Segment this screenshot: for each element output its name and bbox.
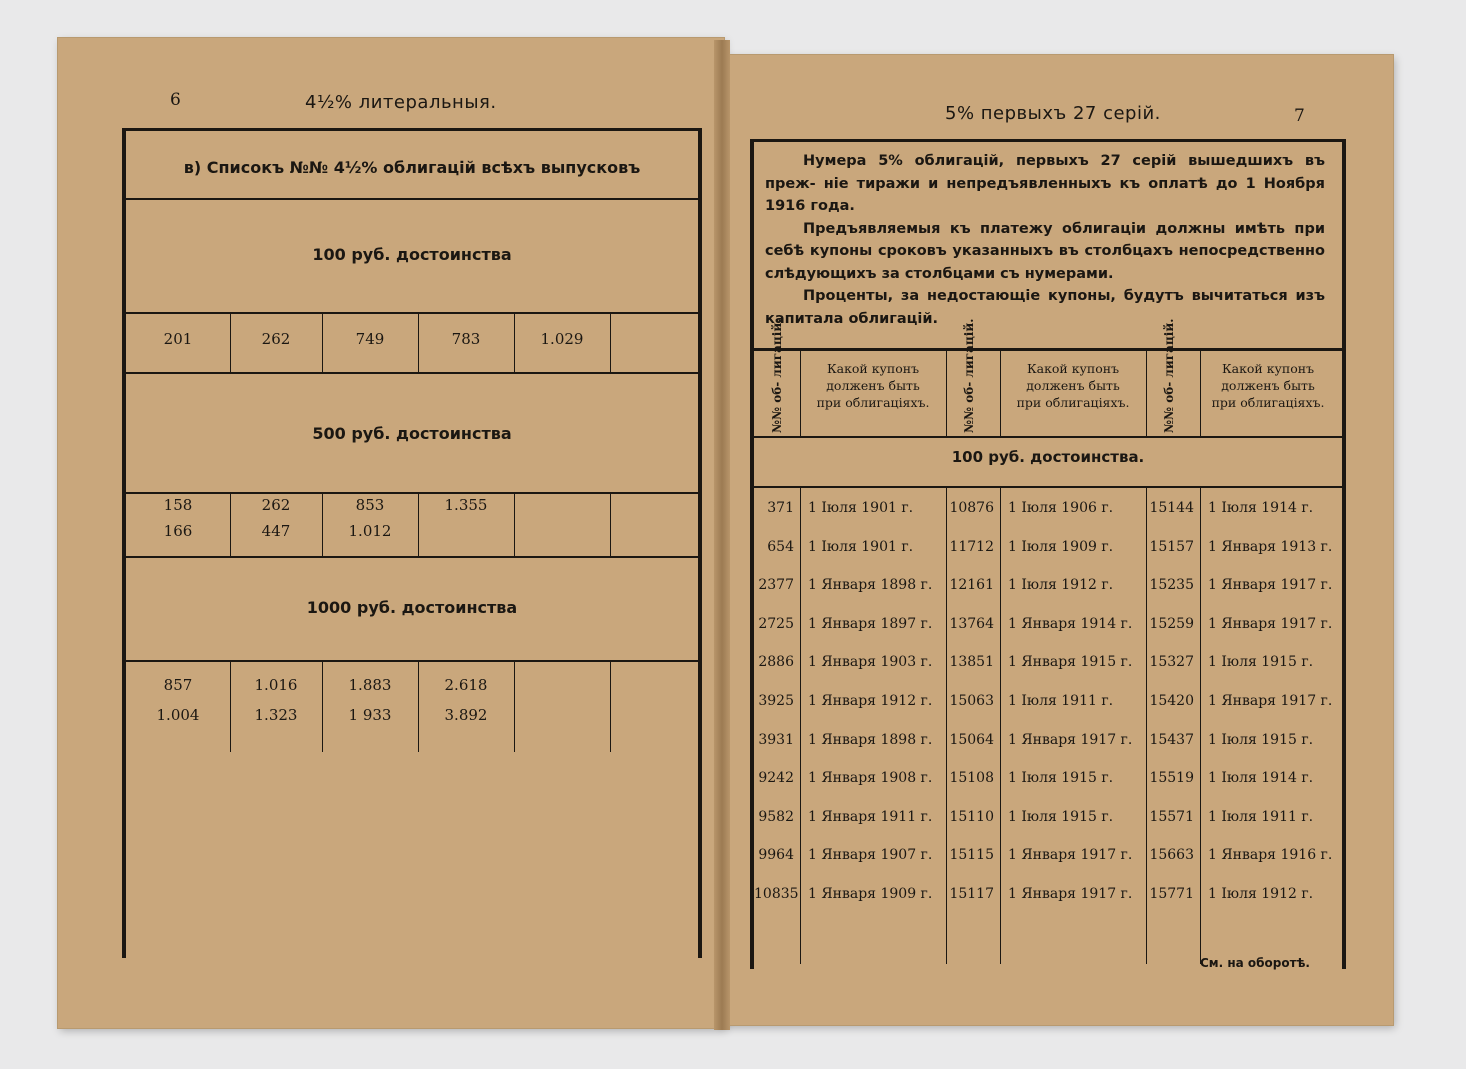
left-section-1000: 1000 руб. достоинства [306,598,518,617]
bond-number-cell: 15519 [1149,770,1194,787]
left-bond-number: 1.029 [540,330,584,348]
intro-paragraph: Нумера 5% облигацій, первыхъ 27 серій вышедшихъ въ преж- ніе тиражи и непредъявленныхъ къ оплатѣ до 1 Ноября 1916 года. [765,153,1325,214]
left-bond-number: 749 [355,330,385,348]
bond-number-cell: 15259 [1149,615,1194,632]
intro-paragraph: Проценты, за недостающіе купоны, будутъ вычитаться изъ капитала облигацій. [765,288,1325,327]
left-bond-number: 853 [355,496,385,514]
coupon-date-cell: 1 Января 1916 г. [1208,847,1333,864]
coupon-date-cell: 1 Іюля 1901 г. [808,538,914,555]
right-running-head: 5% первыхъ 27 серій. [945,103,1161,124]
left-running-head: 4½% литеральныя. [305,92,497,113]
bond-number-cell: 2886 [758,654,794,671]
column-head-line: долженъ быть [826,378,920,393]
intro-paragraph: Предъявляемыя къ платежу облигаціи должны имѣть при себѣ купоны сроковъ указанныхъ въ столбцахъ непосредственно слѣдующихъ за столбцами съ нумерами. [765,220,1325,282]
left-column-divider [610,494,611,556]
bond-number-cell: 12161 [949,577,994,594]
bond-number-cell: 15235 [1149,577,1194,594]
coupon-date-cell: 1 Іюля 1906 г. [1008,500,1114,516]
left-bond-number: 201 [163,330,193,348]
coupon-date-cell: 1 Января 1917 г. [1008,847,1133,864]
bond-number-cell: 15663 [1149,847,1194,864]
coupon-date-cell: 1 Января 1917 г. [1208,615,1333,632]
left-section-500: 500 руб. достоинства [312,424,512,443]
column-head-line: Какой купонъ [1026,361,1120,376]
bond-number-cell: 15771 [1149,886,1194,902]
bond-number-cell: 3931 [758,731,794,748]
left-bond-number: 447 [261,522,291,540]
bond-number-cell: 15420 [1149,693,1194,709]
left-bond-number: 262 [261,496,291,514]
bond-number-cell: 11712 [949,538,994,555]
bond-number-cell: 13851 [949,654,994,671]
column-head-line: Какой купонъ [826,361,920,376]
left-rule [126,556,698,558]
column-head-coupon [1200,360,1336,411]
column-head-line: при облигаціяхъ. [816,395,930,410]
coupon-date-cell: 1 Января 1903 г. [808,654,933,671]
coupon-date-cell: 1 Іюля 1911 г. [1008,693,1114,709]
column-head-number: №№ об- лигацій. [1162,318,1176,433]
bond-number-cell: 15063 [949,693,994,709]
left-rule [126,198,698,200]
coupon-date-cell: 1 Января 1917 г. [1208,577,1333,594]
coupon-date-cell: 1 Января 1917 г. [1208,693,1333,709]
coupon-date-cell: 1 Января 1917 г. [1008,731,1133,748]
coupon-date-cell: 1 Января 1915 г. [1008,654,1133,671]
left-page-number: 6 [170,90,181,110]
column-head-line: долженъ быть [1221,378,1315,393]
left-bond-number: 262 [261,330,291,348]
left-bond-number: 1 933 [348,706,392,724]
page-fold [714,40,730,1030]
right-column-divider [1000,351,1001,436]
column-head-line: Какой купонъ [1221,361,1315,376]
left-frame-right [698,128,702,958]
bond-number-cell: 15115 [949,847,994,864]
coupon-date-cell: 1 Января 1913 г. [1208,538,1333,555]
bond-number-cell: 9582 [758,808,794,825]
left-bond-number: 783 [451,330,481,348]
bond-number-cell: 10835 [754,886,799,902]
right-column-divider [946,351,947,436]
right-column-divider [1146,351,1147,436]
column-head-number: №№ об- лигацій. [962,318,976,433]
right-section-heading: 100 руб. достоинства. [951,448,1145,466]
right-frame-right [1342,139,1346,969]
bond-number-cell: 654 [767,538,794,555]
coupon-date-cell: 1 Января 1912 г. [808,693,933,709]
left-bond-number: 158 [163,496,193,514]
left-bond-number: 1.004 [156,706,200,724]
left-bond-number: 1.355 [444,496,488,514]
bond-number-cell: 2725 [758,615,794,632]
left-bond-number: 1.016 [254,676,298,694]
coupon-date-cell: 1 Іюля 1912 г. [1208,886,1314,902]
column-head-coupon [800,360,946,411]
bond-number-cell: 10876 [949,500,994,516]
coupon-date-cell: 1 Іюля 1914 г. [1208,770,1314,787]
left-bond-number: 857 [163,676,193,694]
coupon-date-cell: 1 Іюля 1912 г. [1008,577,1114,594]
coupon-date-cell: 1 Іюля 1901 г. [808,500,914,516]
bond-number-cell: 15144 [1149,500,1194,516]
bond-number-cell: 15117 [949,886,994,902]
right-rule [754,348,1342,351]
coupon-date-cell: 1 Іюля 1911 г. [1208,808,1314,825]
left-column-divider [514,494,515,556]
coupon-date-cell: 1 Января 1917 г. [1008,886,1133,902]
bond-number-cell: 15437 [1149,731,1194,748]
coupon-date-cell: 1 Іюля 1914 г. [1208,500,1314,516]
bond-number-cell: 371 [767,500,794,516]
coupon-date-cell: 1 Января 1908 г. [808,770,933,787]
right-column-divider [800,351,801,436]
right-frame-top [754,139,1346,142]
bond-number-cell: 15157 [1149,538,1194,555]
column-head-line: при облигаціяхъ. [1016,395,1130,410]
right-column-divider [1200,351,1201,436]
right-page-number: 7 [1294,106,1305,126]
coupon-date-cell: 1 Января 1897 г. [808,615,933,632]
coupon-date-cell: 1 Іюля 1915 г. [1208,731,1314,748]
coupon-date-cell: 1 Іюля 1915 г. [1208,654,1314,671]
column-head-coupon [1000,360,1146,411]
left-rule [126,372,698,374]
right-column-divider [1200,488,1201,964]
bond-number-cell: 9242 [758,770,794,787]
bond-number-cell: 15110 [949,808,994,825]
coupon-date-cell: 1 Іюля 1915 г. [1008,808,1114,825]
left-column-divider [610,662,611,752]
left-list-title: в) Списокъ №№ 4½% облигацій всѣхъ выпусковъ [183,158,641,177]
column-head-number: №№ об- лигацій. [770,318,784,433]
right-rule [754,486,1342,488]
coupon-date-cell: 1 Января 1914 г. [1008,615,1133,632]
bond-number-cell: 9964 [758,847,794,864]
left-frame-top [126,128,702,131]
bond-number-cell: 3925 [758,693,794,709]
bond-number-cell: 15571 [1149,808,1194,825]
bond-number-cell: 13764 [949,615,994,632]
left-bond-number: 1.012 [348,522,392,540]
left-bond-number: 1.323 [254,706,298,724]
left-column-divider [610,314,611,372]
left-bond-number: 1.883 [348,676,392,694]
coupon-date-cell: 1 Іюля 1909 г. [1008,538,1114,555]
left-column-divider [514,662,515,752]
right-column-divider [1000,488,1001,964]
bond-number-cell: 15064 [949,731,994,748]
coupon-date-cell: 1 Января 1898 г. [808,577,933,594]
coupon-date-cell: 1 Января 1911 г. [808,808,933,825]
right-rule [754,436,1342,438]
left-bond-number: 166 [163,522,193,540]
left-bond-number: 3.892 [444,706,488,724]
left-rule [126,492,698,494]
column-head-line: долженъ быть [1026,378,1120,393]
left-bond-number: 2.618 [444,676,488,694]
bond-number-cell: 15108 [949,770,994,787]
right-footer: См. на оборотѣ. [1200,956,1310,970]
left-section-100: 100 руб. достоинства [312,245,512,264]
bond-number-cell: 15327 [1149,654,1194,671]
column-head-line: при облигаціяхъ. [1211,395,1325,410]
bond-number-cell: 2377 [758,577,794,594]
coupon-date-cell: 1 Января 1898 г. [808,731,933,748]
right-column-divider [800,488,801,964]
left-rule [126,312,698,314]
left-rule [126,660,698,662]
coupon-date-cell: 1 Января 1907 г. [808,847,933,864]
right-intro [765,150,1325,330]
coupon-date-cell: 1 Іюля 1915 г. [1008,770,1114,787]
coupon-date-cell: 1 Января 1909 г. [808,886,933,902]
